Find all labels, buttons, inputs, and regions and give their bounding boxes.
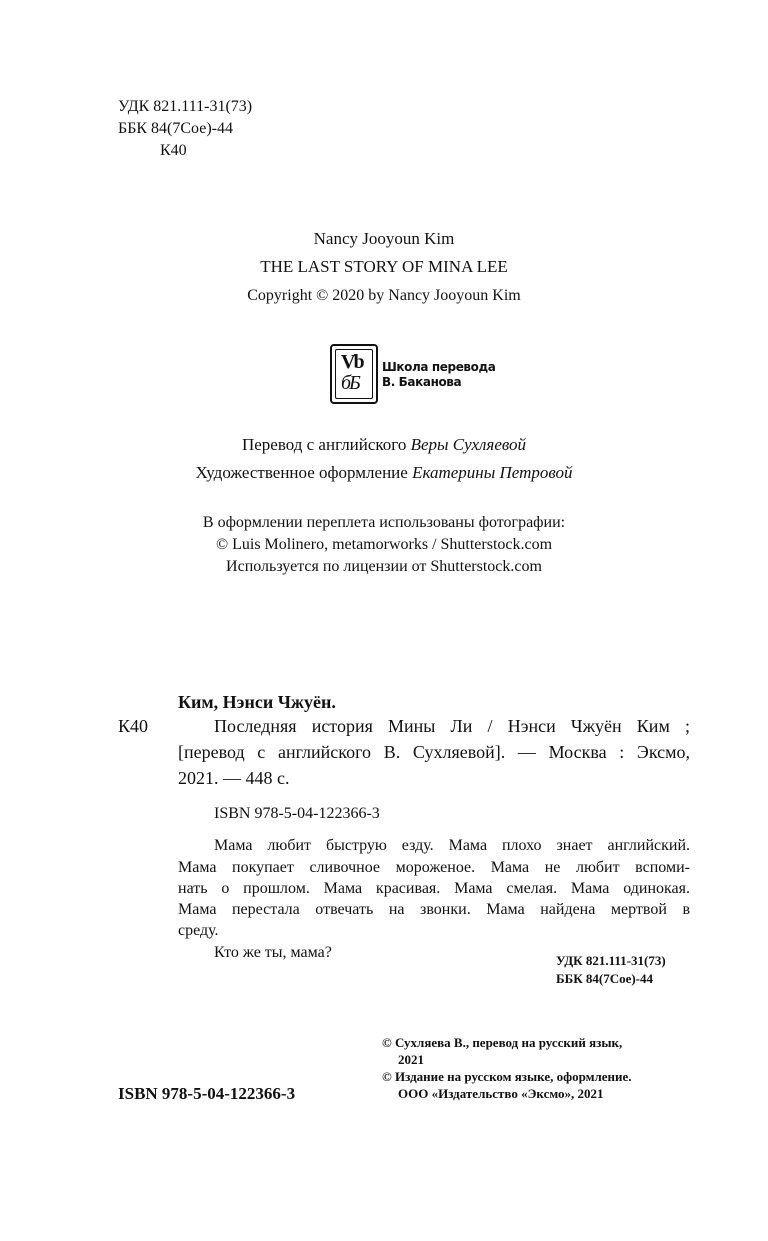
edition-copyright-line1: © Издание на русском языке, оформление. [382,1069,632,1084]
designer-name: Екатерины Петровой [412,463,573,482]
catalog-isbn: ISBN 978-5-04-122366-3 [214,805,380,822]
translator-name: Веры Сухляевой [410,435,527,454]
bbk-code: ББК 84(7Сое)-44 [118,120,233,137]
annotation-line4: Мама перестала отвечать на звонки. Мама найдена мертвой в [178,901,690,918]
logo-monogram-bottom: бБ [341,372,359,394]
design-prefix: Художественное оформление [195,463,413,482]
translation-copyright-line1: © Сухляева В., перевод на русский язык, [382,1035,623,1050]
design-credit [0,462,768,484]
bbk-code-right: ББК 84(7Сое)-44 [556,971,654,986]
udk-code: УДК 821.111-31(73) [118,98,253,115]
original-copyright: Copyright © 2020 by Nancy Jooyoun Kim [247,287,521,304]
udk-code-right: УДК 821.111-31(73) [556,953,666,968]
annotation-line2: Мама покупает сливочное мороженое. Мама не любит вспоми- [178,859,690,876]
catalog-line3: 2021. — 448 с. [178,768,290,788]
translation-prefix: Перевод с английского [241,435,411,454]
catalog-line2: [перевод с английского В. Сухляевой]. — Москва : Эксмо, [178,742,690,762]
catalog-author-heading: Ким, Нэнси Чжуён. [178,692,336,712]
logo-text-line1: Школа перевода [382,360,496,374]
translation-credit [0,434,768,456]
edition-copyright-line2: ООО «Издательство «Эксмо», 2021 [398,1086,604,1101]
bottom-isbn: ISBN 978-5-04-122366-3 [118,1084,296,1103]
author-mark: К40 [160,142,187,159]
annotation-line3: нать о прошлом. Мама красивая. Мама смелая. Мама одинокая. [178,880,690,897]
photo-credit-line1: В оформлении переплета использованы фотографии: [202,514,566,531]
annotation-line5: среду. [178,922,219,939]
logo-monogram-top: Vb [341,351,363,373]
logo-frame [330,344,378,404]
original-title: THE LAST STORY OF MINA LEE [260,257,508,276]
logo-text-line2: В. Баканова [382,375,462,389]
annotation-line1: Мама любит быструю езду. Мама плохо знает английский. [214,837,690,854]
catalog-line1: Последняя история Мины Ли / Нэнси Чжуён Ким ; [214,716,690,736]
original-author: Nancy Jooyoun Kim [313,229,455,248]
annotation-line6: Кто же ты, мама? [214,944,332,961]
photo-credit-line2: © Luis Molinero, metamorworks / Shutterstock.com [215,536,553,553]
translation-copyright-line2: 2021 [398,1052,424,1067]
photo-credit-line3: Используется по лицензии от Shutterstock.com [226,558,542,575]
catalog-mark: К40 [118,716,149,736]
